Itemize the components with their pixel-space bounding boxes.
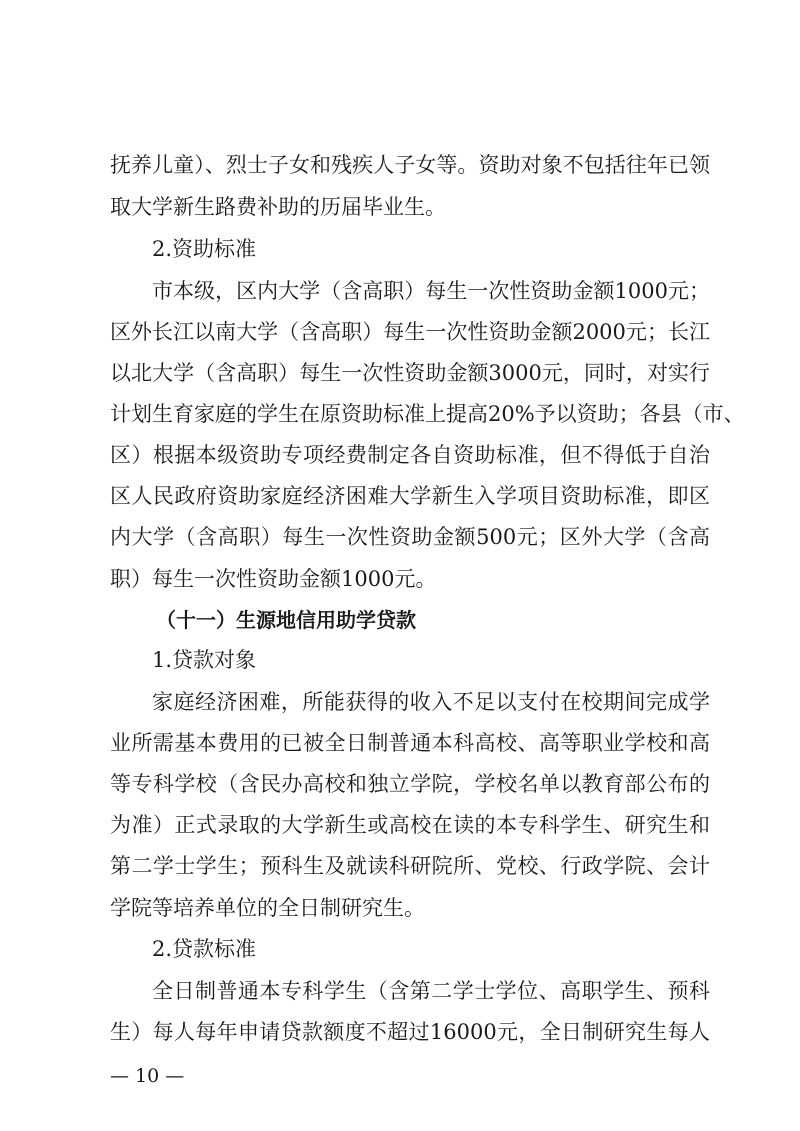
paragraph-line: 区）根据本级资助专项经费制定各自资助标准，但不得低于自治 (110, 443, 710, 467)
paragraph-line: 学院等培养单位的全日制研究生。 (110, 896, 425, 920)
paragraph-line: 为准）正式录取的大学新生或高校在读的本专科学生、研究生和 (110, 813, 710, 837)
subsection-heading: 2.贷款标准 (152, 937, 257, 961)
paragraph-line: 等专科学校（含民办高校和独立学院，学校名单以教育部公布的 (110, 772, 710, 796)
paragraph-line: 全日制普通本专科学生（含第二学士学位、高职学生、预科 (152, 979, 710, 1003)
paragraph-line: 计划生育家庭的学生在原资助标准上提高20%予以资助；各县（市、 (110, 402, 745, 426)
paragraph-line: 市本级，区内大学（含高职）每生一次性资助金额1000元； (152, 279, 710, 303)
paragraph-line: 以北大学（含高职）每生一次性资助金额3000元，同时，对实行 (110, 361, 710, 385)
paragraph-line: 取大学新生路费补助的历届毕业生。 (110, 195, 446, 219)
section-heading: （十一）生源地信用助学贷款 (156, 608, 416, 632)
paragraph-line: 区人民政府资助家庭经济困难大学新生入学项目资助标准，即区 (110, 484, 710, 508)
subsection-heading: 1.贷款对象 (152, 648, 257, 672)
paragraph-line: 区外长江以南大学（含高职）每生一次性资助金额2000元；长江 (110, 320, 710, 344)
paragraph-line: 业所需基本费用的已被全日制普通本科高校、高等职业学校和高 (110, 731, 710, 755)
paragraph-line: 第二学士学生；预科生及就读科研院所、党校、行政学院、会计 (110, 854, 710, 878)
paragraph-line: 内大学（含高职）每生一次性资助金额500元；区外大学（含高 (110, 525, 710, 549)
paragraph-line: 抚养儿童）、烈士子女和残疾人子女等。资助对象不包括往年已领 (110, 153, 710, 177)
page-number: — 10 — (110, 1065, 185, 1087)
paragraph-line: 职）每生一次性资助金额1000元。 (110, 567, 437, 591)
paragraph-line: 家庭经济困难，所能获得的收入不足以支付在校期间完成学 (152, 690, 710, 714)
paragraph-line: 生）每人每年申请贷款额度不超过16000元，全日制研究生每人 (110, 1020, 710, 1044)
section-heading: 2.资助标准 (152, 237, 257, 261)
